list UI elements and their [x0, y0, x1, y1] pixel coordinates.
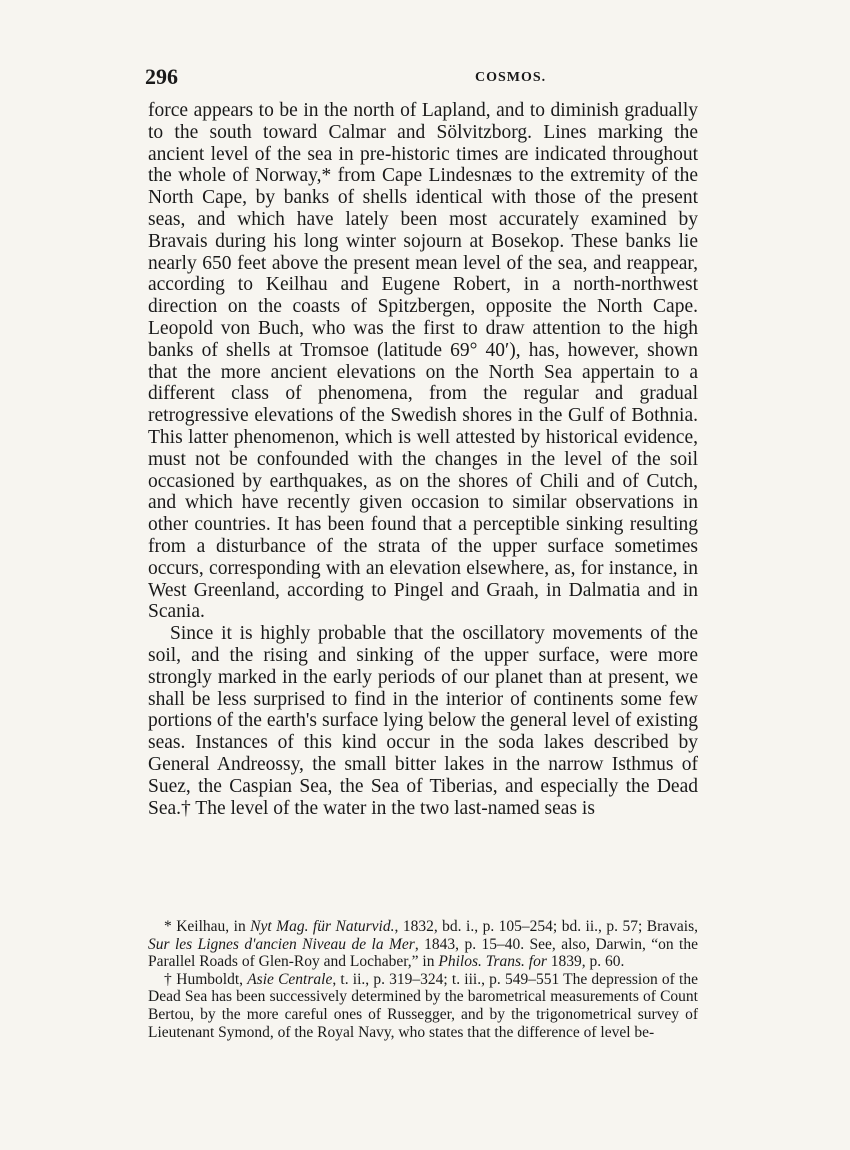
paragraph: Since it is highly probable that the oscillatory movements of the soil, and the rising and sinking of the upper surface, were more strongly marked in the early periods of our planet than at present, we shall be less surprised to find in the interior of continents some few portions of the earth's surface lying below the general level of existing seas. Instances of this kind occur in the soda lakes described by General Andreossy, the small bitter lakes in the narrow Isthmus of Suez, the Caspian Sea, the Sea of Tiberias, and especially the Dead Sea.† The level of the water in the two last-named seas is — [148, 623, 698, 819]
footnote: † Humboldt, Asie Centrale, t. ii., p. 319–324; t. iii., p. 549–551 The depression of the Dead Sea has been successively determined by the barometrical measurements of Count Bertou, by the more careful ones of Russegger, and by the trigonometrical survey of Lieutenant Symond, of the Royal Navy, who states that the difference of level be- — [148, 970, 698, 1041]
running-title: COSMOS. — [475, 70, 547, 85]
paragraph: force appears to be in the north of Lapland, and to diminish gradually to the south toward Calmar and Sölvitzborg. Lines marking the ancient level of the sea in pre-historic times are indicated throughout the whole of Norway,* from Cape Lindesnæs to the extremity of the North Cape, by banks of shells identical with those of the present seas, and which have lately been most accurately examined by Bravais during his long winter sojourn at Bosekop. These banks lie nearly 650 feet above the present mean level of the sea, and reappear, according to Keilhau and Eugene Robert, in a north-northwest direction on the coasts of Spitzbergen, opposite the North Cape. Leopold von Buch, who was the first to draw attention to the high banks of shells at Tromsoe (latitude 69° 40′), has, however, shown that the more ancient elevations on the North Sea appertain to a different class of phenomena, from the regular and gradual retrogressive elevations of the Swedish shores in the Gulf of Bothnia. This latter phenomenon, which is well attested by historical evidence, must not be confounded with the changes in the level of the soil occasioned by earthquakes, as on the shores of Chili and of Cutch, and which have recently given occasion to similar observations in other countries. It has been found that a perceptible sinking resulting from a disturbance of the strata of the upper surface sometimes occurs, corresponding with an elevation elsewhere, as, for instance, in West Greenland, according to Pingel and Graah, in Dalmatia and in Scania. — [148, 100, 698, 623]
page-header — [145, 64, 705, 94]
main-text — [148, 100, 698, 819]
footnotes — [148, 918, 698, 1041]
page-number: 296 — [145, 64, 178, 89]
footnote: * Keilhau, in Nyt Mag. für Naturvid., 1832, bd. i., p. 105–254; bd. ii., p. 57; Bravais, Sur les Lignes d'ancien Niveau de la Mer, 1843, p. 15–40. See, also, Darwin, “on the Parallel Roads of Glen-Roy and Lochaber,” in Philos. Trans. for 1839, p. 60. — [148, 918, 698, 971]
